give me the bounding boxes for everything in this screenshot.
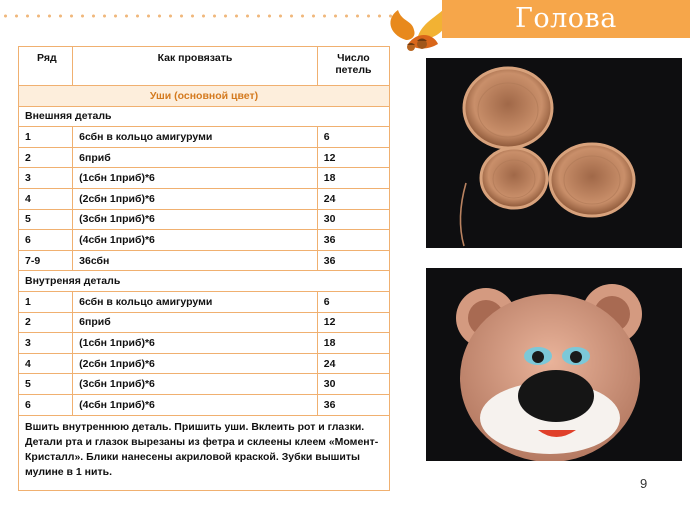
cell-row: 5 [19, 374, 73, 395]
cell-how: (4сбн 1приб)*6 [73, 394, 318, 415]
cell-how: (1сбн 1приб)*6 [73, 333, 318, 354]
cell-row: 1 [19, 291, 73, 312]
cell-count: 24 [317, 353, 389, 374]
cell-count: 30 [317, 374, 389, 395]
cell-row: 4 [19, 188, 73, 209]
cell-how: (2сбн 1приб)*6 [73, 353, 318, 374]
cell-count: 18 [317, 168, 389, 189]
cell-row: 5 [19, 209, 73, 230]
cell-count: 30 [317, 209, 389, 230]
cell-row: 3 [19, 168, 73, 189]
cell-row: 6 [19, 230, 73, 251]
cell-how: (3сбн 1приб)*6 [73, 209, 318, 230]
cell-row: 2 [19, 147, 73, 168]
cell-how: (1сбн 1приб)*6 [73, 168, 318, 189]
cell-how: 6сбн в кольцо амигуруми [73, 127, 318, 148]
cell-count: 36 [317, 230, 389, 251]
section-outer: Внешняя деталь [19, 106, 390, 127]
cell-how: (4сбн 1приб)*6 [73, 230, 318, 251]
header-count: Число петель [317, 47, 389, 86]
table-row [19, 168, 390, 189]
page-number: 9 [640, 476, 648, 491]
cell-count: 6 [317, 291, 389, 312]
cell-row: 6 [19, 394, 73, 415]
section-inner: Внутреняя деталь [19, 271, 390, 292]
cell-count: 24 [317, 188, 389, 209]
cell-count: 12 [317, 147, 389, 168]
cell-row: 3 [19, 333, 73, 354]
assembly-note: Вшить внутреннюю деталь. Пришить уши. Вклеить рот и глазки. Детали рта и глазок вырезаны из фетра и склеены клеем «Момент-Кристалл». Блики нанесены акриловой краской. Зубки вышиты мулине в 1 нить. [19, 415, 390, 490]
table-row [19, 209, 390, 230]
cell-row: 1 [19, 127, 73, 148]
cell-how: 6приб [73, 312, 318, 333]
section-ears: Уши (основной цвет) [19, 86, 390, 107]
cell-count: 12 [317, 312, 389, 333]
bear-head-photo [426, 268, 682, 461]
crochet-ears-image [426, 58, 682, 248]
cell-how: (2сбн 1приб)*6 [73, 188, 318, 209]
cell-count: 18 [317, 333, 389, 354]
table-header-row [19, 47, 390, 86]
table-row [19, 147, 390, 168]
cell-count: 36 [317, 394, 389, 415]
cell-row: 2 [19, 312, 73, 333]
bear-head-image [426, 268, 682, 461]
table-row [19, 250, 390, 271]
table-row [19, 312, 390, 333]
table-row [19, 374, 390, 395]
table-row [19, 127, 390, 148]
dotted-divider [0, 14, 400, 18]
cell-how: 36сбн [73, 250, 318, 271]
table-row [19, 230, 390, 251]
cell-how: 6приб [73, 147, 318, 168]
cell-count: 36 [317, 250, 389, 271]
cell-how: 6сбн в кольцо амигуруми [73, 291, 318, 312]
page-title: Голова [515, 3, 617, 34]
ears-photo [426, 58, 682, 248]
table-row [19, 353, 390, 374]
header-how: Как провязать [73, 47, 318, 86]
cell-row: 7-9 [19, 250, 73, 271]
cell-count: 6 [317, 127, 389, 148]
table-row [19, 188, 390, 209]
table-row [19, 394, 390, 415]
pattern-table [18, 46, 390, 491]
header-row: Ряд [19, 47, 73, 86]
table-row [19, 291, 390, 312]
cell-how: (3сбн 1приб)*6 [73, 374, 318, 395]
cell-row: 4 [19, 353, 73, 374]
table-row [19, 333, 390, 354]
